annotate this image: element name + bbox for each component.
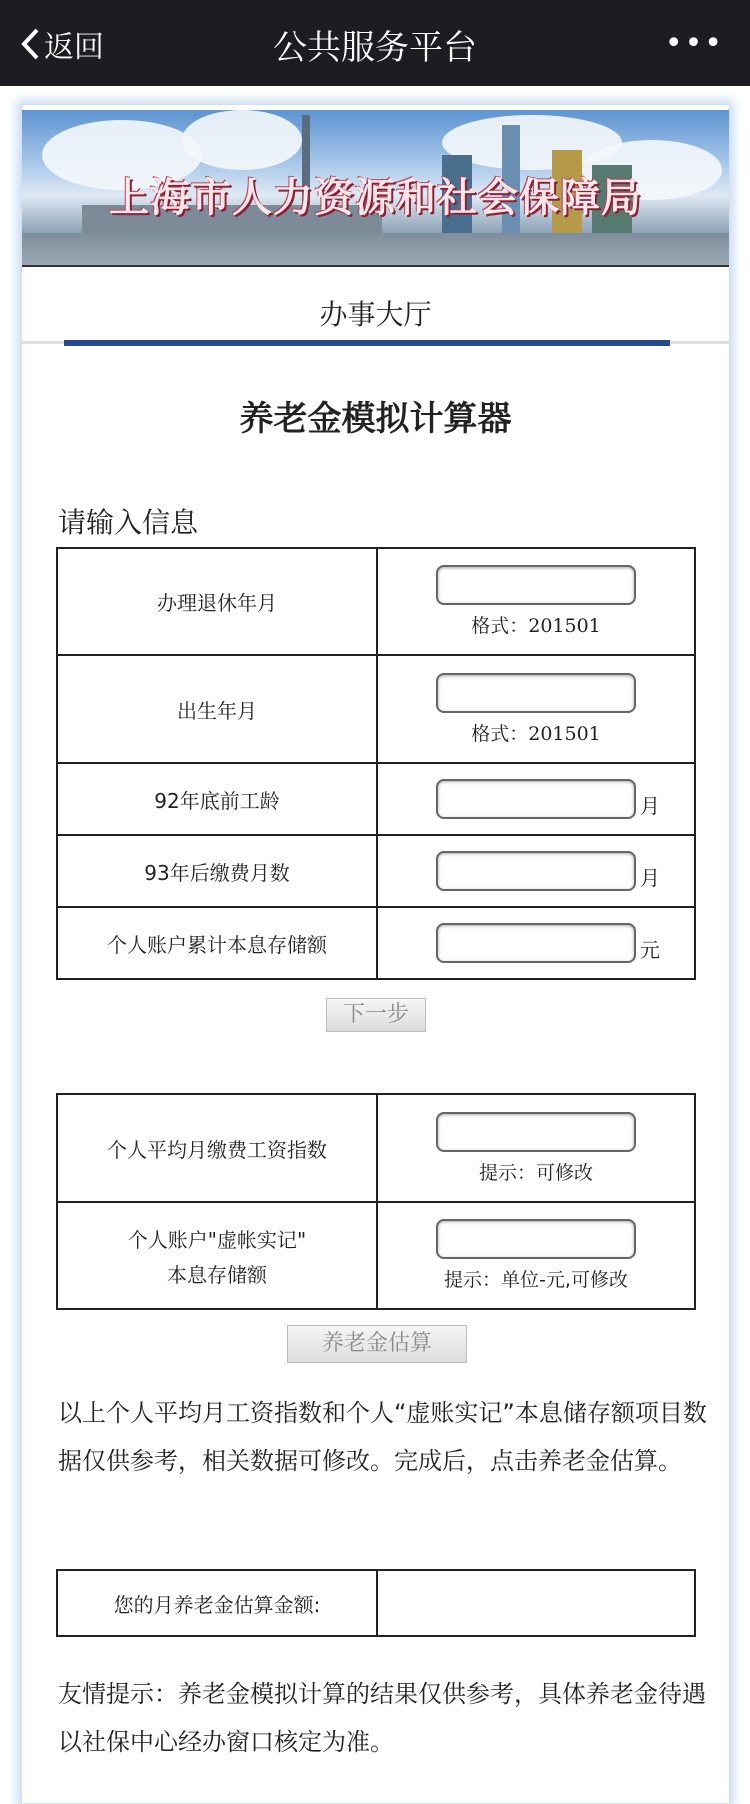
- input-form-table: [56, 547, 696, 980]
- months-paid-after-93-input[interactable]: [436, 851, 636, 891]
- label-line: 个人账户"虚帐实记": [127, 1227, 307, 1252]
- nav-bar: [0, 0, 750, 86]
- table-row: [57, 835, 695, 907]
- field-hint: 格式：201501: [471, 615, 601, 637]
- adjustable-form-table: [56, 1093, 696, 1310]
- back-label: 返回: [44, 30, 104, 65]
- unit-label: 元: [640, 938, 660, 962]
- table-row: [57, 763, 695, 835]
- section-label: 请输入信息: [58, 506, 199, 539]
- unit-label: 月: [640, 794, 660, 818]
- field-label: 92年底前工龄: [57, 763, 377, 835]
- content-card: [21, 104, 730, 1804]
- field-hint: 提示：单位-元,可修改: [444, 1269, 628, 1291]
- next-step-button[interactable]: 下一步: [326, 998, 426, 1032]
- virtual-account-input[interactable]: [436, 1219, 636, 1259]
- birth-date-input[interactable]: [436, 673, 636, 713]
- banner-title: 上海市人力资源和社会保障局: [109, 174, 642, 221]
- table-row: [57, 655, 695, 763]
- retirement-date-input[interactable]: [436, 565, 636, 605]
- table-row: [57, 1094, 695, 1202]
- field-hint: 提示：可修改: [478, 1161, 593, 1184]
- hall-tab[interactable]: 办事大厅: [319, 298, 432, 331]
- banner-image: [22, 110, 729, 267]
- table-row: [57, 1202, 695, 1309]
- table-row: [57, 548, 695, 655]
- result-table: [56, 1569, 696, 1637]
- unit-label: 月: [640, 866, 660, 890]
- account-balance-input[interactable]: [436, 923, 636, 963]
- work-years-before-92-input[interactable]: [436, 779, 636, 819]
- field-label: 个人平均月缴费工资指数: [57, 1094, 377, 1202]
- field-label: 出生年月: [57, 655, 377, 763]
- label-line: 本息存储额: [167, 1262, 267, 1287]
- active-tab-indicator: [64, 340, 670, 346]
- field-label: [57, 1202, 377, 1309]
- result-label: 您的月养老金估算金额:: [57, 1570, 377, 1636]
- table-row: [57, 907, 695, 979]
- field-label: 办理退休年月: [57, 548, 377, 655]
- more-icon[interactable]: •••: [664, 26, 724, 61]
- estimate-button[interactable]: 养老金估算: [287, 1325, 467, 1363]
- table-row: [57, 1570, 695, 1636]
- field-hint: 格式：201501: [471, 722, 601, 745]
- field-label: 93年后缴费月数: [57, 835, 377, 907]
- nav-title: 公共服务平台: [273, 28, 477, 68]
- wage-index-input[interactable]: [436, 1112, 636, 1152]
- tip-text: 友情提示：养老金模拟计算的结果仅供参考，具体养老金待遇以社保中心经办窗口核定为准。: [58, 1680, 706, 1756]
- field-label: 个人账户累计本息存储额: [57, 907, 377, 979]
- result-value: [377, 1570, 695, 1636]
- note-text: 以上个人平均月工资指数和个人“虚账实记”本息储存额项目数据仅供参考，相关数据可修改。完成后，点击养老金估算。: [58, 1399, 707, 1475]
- page-title: 养老金模拟计算器: [239, 399, 512, 439]
